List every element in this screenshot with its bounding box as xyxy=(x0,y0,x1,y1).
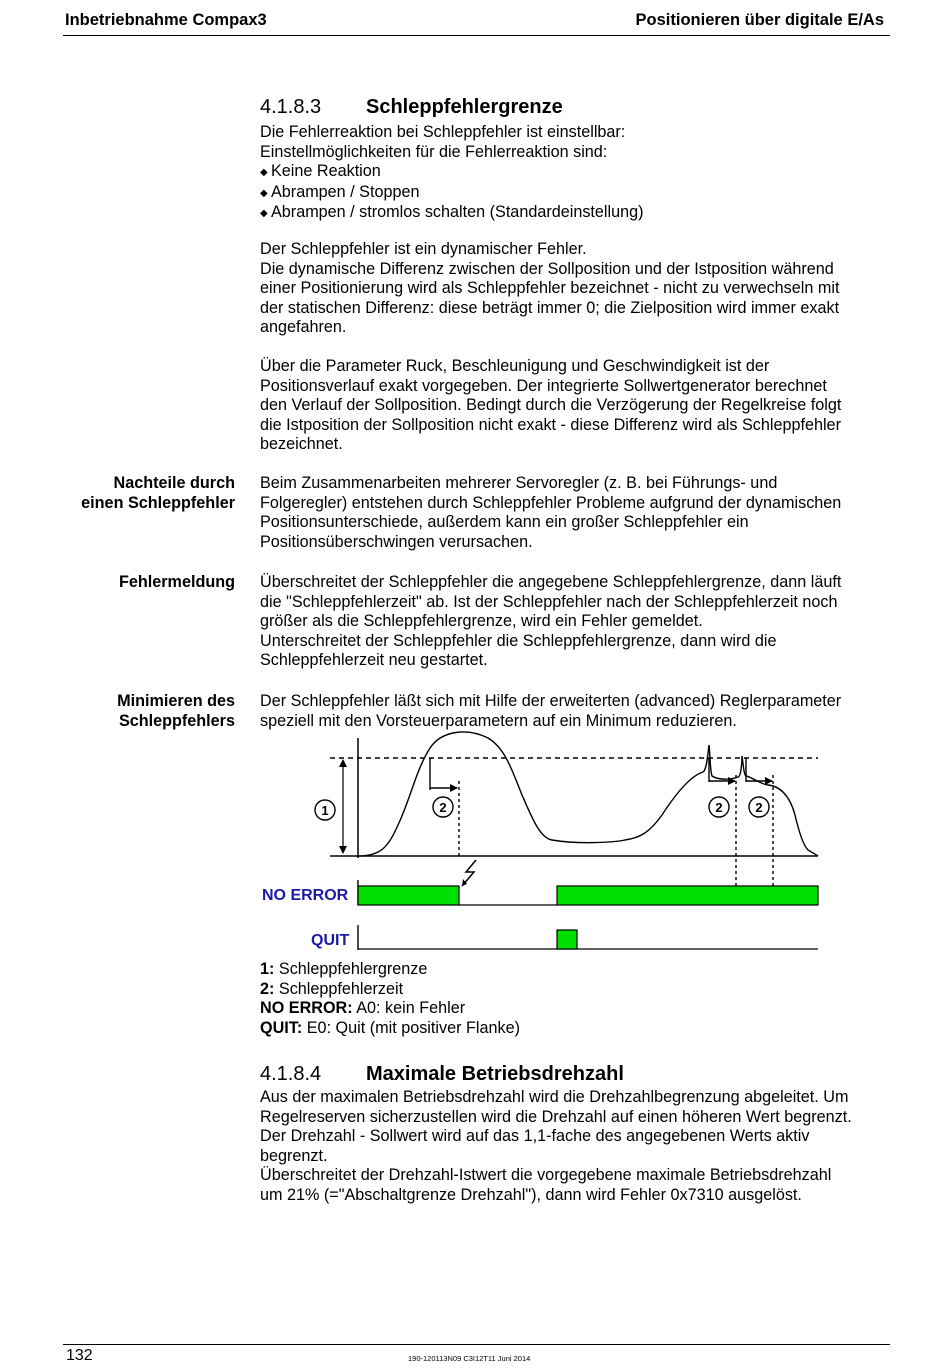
marker-2-label: 2 xyxy=(715,800,723,815)
intro-line: Einstellmöglichkeiten für die Fehlerreaktion sind: xyxy=(260,142,608,161)
legend-text: Schleppfehlergrenze xyxy=(274,960,428,978)
text-line: die "Schleppfehlerzeit" ab. Ist der Schleppfehler nach der Schleppfehlerzeit noch xyxy=(260,592,838,611)
text-line: Beim Zusammenarbeiten mehrerer Servoregler (z. B. bei Führungs- und xyxy=(260,474,778,492)
side-heading-line: Minimieren des xyxy=(117,692,235,710)
header-title-left: Inbetriebnahme Compax3 xyxy=(65,11,267,29)
text-line: einer Positionierung wird als Schleppfehler bezeichnet - nicht zu verwechseln mit xyxy=(260,279,840,298)
section-number: 4.1.8.4 xyxy=(260,1063,322,1085)
side-heading-line: Fehlermeldung xyxy=(118,573,235,591)
signal-label-quit: QUIT xyxy=(311,932,350,949)
signal-label-no-error: NO ERROR xyxy=(262,887,349,904)
text-line: Der Schleppfehler ist ein dynamischer Fehler. xyxy=(260,240,587,258)
following-error-curve xyxy=(358,732,818,856)
text-line: begrenzt. xyxy=(260,1146,328,1165)
section-title: Schleppfehlergrenze xyxy=(366,96,563,118)
bullet-text: Abrampen / Stoppen xyxy=(271,182,420,201)
side-heading-line: einen Schleppfehler xyxy=(81,493,235,512)
text-line: Der Schleppfehler läßt sich mit Hilfe der erweiterten (advanced) Reglerparameter xyxy=(260,692,842,710)
marker-1-label: 1 xyxy=(321,803,329,818)
legend-item xyxy=(260,999,890,1019)
section-title: Maximale Betriebsdrehzahl xyxy=(366,1063,624,1085)
section-number: 4.1.8.3 xyxy=(260,96,322,118)
legend-text: E0: Quit (mit positiver Flanke) xyxy=(302,1018,520,1037)
text-line: Unterschreitet der Schleppfehler die Schleppfehlergrenze, dann wird die xyxy=(260,631,777,650)
diamond-bullet-icon: ◆ xyxy=(260,208,268,220)
text-line: um 21% (="Abschaltgrenze Drehzahl"), dann wird Fehler 0x7310 ausgelöst. xyxy=(260,1185,802,1204)
text-line: Überschreitet der Drehzahl-Istwert die vorgegebene maximale Betriebsdrehzahl xyxy=(260,1166,832,1185)
legend-text: Schleppfehlerzeit xyxy=(274,979,404,998)
no-error-active-2 xyxy=(557,886,818,905)
marker-2-label: 2 xyxy=(439,800,447,815)
legend-key: NO ERROR: xyxy=(260,999,353,1018)
text-line: Folgeregler) entstehen durch Schleppfehler Probleme aufgrund der dynamischen xyxy=(260,493,842,512)
footer-rule xyxy=(63,1344,890,1345)
legend-item xyxy=(260,960,890,980)
legend-key: QUIT: xyxy=(260,1018,303,1037)
text-line: Positionsunterschiede, außerdem kann ein großer Schleppfehler ein xyxy=(260,513,749,532)
text-line: Die dynamische Differenz zwischen der Sollposition und der Istposition während xyxy=(260,259,834,278)
side-heading-line: Nachteile durch xyxy=(113,474,235,492)
page-number: 132 xyxy=(66,1347,93,1364)
side-heading-line: Schleppfehlers xyxy=(118,711,235,730)
legend-item xyxy=(260,980,890,1000)
text-line: Überschreitet der Schleppfehler die angegebene Schleppfehlergrenze, dann läuft xyxy=(260,573,842,591)
bullet-text: Abrampen / stromlos schalten (Standardeinstellung) xyxy=(271,203,644,222)
diamond-bullet-icon: ◆ xyxy=(260,187,268,199)
paragraph-max-speed xyxy=(260,1088,890,1206)
legend-key: 1: xyxy=(260,960,275,978)
marker-2-label: 2 xyxy=(755,800,763,815)
document-id: 190-120113N09 C3I12T11 Juni 2014 xyxy=(408,1354,531,1363)
text-line: Der Drehzahl - Sollwert wird auf das 1,1-fache des angegebenen Werts aktiv xyxy=(260,1127,810,1146)
legend-key: 2: xyxy=(260,979,275,998)
bullet-text: Keine Reaktion xyxy=(271,162,381,181)
diamond-bullet-icon: ◆ xyxy=(260,167,268,179)
text-line: Über die Parameter Ruck, Beschleunigung und Geschwindigkeit ist der xyxy=(260,357,770,375)
text-line: speziell mit den Vorsteuerparametern auf ein Minimum reduzieren. xyxy=(260,711,737,730)
text-line: Aus der maximalen Betriebsdrehzahl wird die Drehzahlbegrenzung abgeleitet. Um xyxy=(260,1088,849,1106)
header-title-right: Positionieren über digitale E/As xyxy=(635,11,884,29)
text-line: bezeichnet. xyxy=(260,435,343,454)
intro-line: Die Fehlerreaktion bei Schleppfehler ist einstellbar: xyxy=(260,123,626,141)
text-line: Regelreserven sicherzustellen wird die Drehzahl auf einen höheren Wert begrenzt. xyxy=(260,1107,852,1126)
diagram-legend xyxy=(260,960,890,1038)
section-heading xyxy=(260,1062,624,1086)
legend-item xyxy=(260,1019,890,1039)
text-line: den Verlauf der Sollposition. Bedingt durch die Verzögerung der Regelkreise folgt xyxy=(260,396,842,415)
text-line: Schleppfehlerzeit neu gestartet. xyxy=(260,651,488,670)
text-line: der statischen Differenz: diese beträgt immer 0; die Zielposition wird immer exakt xyxy=(260,298,840,317)
text-line: angefahren. xyxy=(260,318,347,337)
text-line: Positionsverlauf exakt vorgegeben. Der integrierte Sollwertgenerator berechnet xyxy=(260,376,827,395)
text-line: Positionsüberschwingen verursachen. xyxy=(260,532,533,551)
legend-text: A0: kein Fehler xyxy=(352,999,466,1018)
quit-pulse xyxy=(557,930,577,949)
text-line: die Istposition der Sollposition nicht exakt - diese Differenz wird als Schleppfehler xyxy=(260,415,841,434)
text-line: größer als die Schleppfehlergrenze, wird ein Fehler gemeldet. xyxy=(260,612,703,631)
no-error-active-1 xyxy=(358,886,459,905)
